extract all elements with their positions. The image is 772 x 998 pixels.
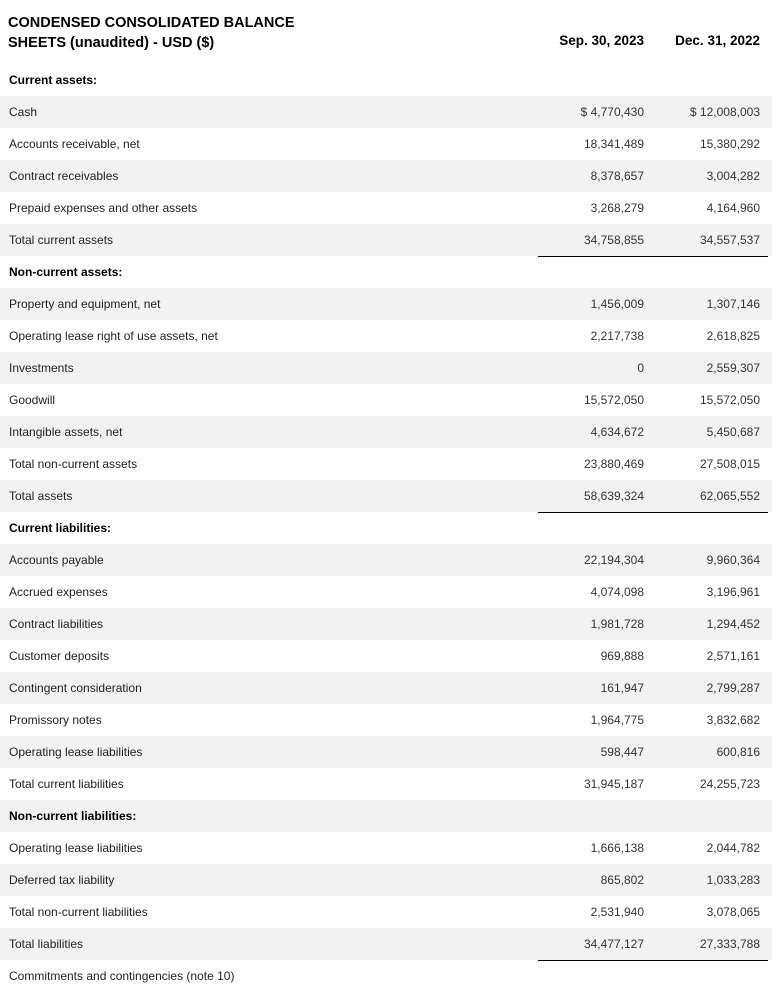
value-dec-2022: 1,294,452 [706,617,760,631]
row-label: Contract liabilities [9,617,104,631]
value-sep-2023: 58,639,324 [583,489,644,503]
table-row [0,416,772,448]
row-label: Prepaid expenses and other assets [9,201,198,215]
row-label: Total assets [9,489,73,503]
value-sep-2023: 22,194,304 [583,553,644,567]
value-dec-2022: 2,618,825 [706,329,760,343]
value-sep-2023: 2,531,940 [590,905,644,919]
table-row [0,736,772,768]
section-header-row [0,64,772,96]
value-dec-2022: 15,572,050 [699,393,760,407]
table-row [0,928,772,960]
row-label: Total current assets [9,233,114,247]
table-row [0,864,772,896]
table-row [0,544,772,576]
value-dec-2022: 1,307,146 [706,297,760,311]
row-label: Intangible assets, net [9,425,123,439]
row-label: Goodwill [9,393,56,407]
value-dec-2022: 3,832,682 [706,713,760,727]
value-sep-2023: $ 4,770,430 [580,105,644,119]
value-sep-2023: 34,477,127 [583,937,644,951]
section-header-row [0,800,772,832]
row-label: Total non-current liabilities [9,905,148,919]
value-sep-2023: 31,945,187 [583,777,644,791]
table-row [0,896,772,928]
row-label: Total non-current assets [9,457,138,471]
table-row [0,704,772,736]
row-label: Customer deposits [9,649,110,663]
value-sep-2023: 1,666,138 [590,841,644,855]
value-sep-2023: 34,758,855 [583,233,644,247]
value-sep-2023: 2,217,738 [590,329,644,343]
column-header-sep-2023: Sep. 30, 2023 [559,33,644,48]
value-sep-2023: 0 [637,361,644,375]
column-header-dec-2022: Dec. 31, 2022 [675,33,760,48]
value-dec-2022: 3,196,961 [706,585,760,599]
row-label: Operating lease liabilities [9,841,143,855]
table-row [0,480,772,512]
value-dec-2022: 2,571,161 [706,649,760,663]
row-label: Contract receivables [9,169,119,183]
value-sep-2023: 3,268,279 [590,201,644,215]
value-dec-2022: 62,065,552 [699,489,760,503]
table-row [0,224,772,256]
table-row [0,832,772,864]
section-label: Current liabilities: [9,521,112,535]
row-label: Property and equipment, net [9,297,161,311]
value-sep-2023: 23,880,469 [583,457,644,471]
section-header-row [0,512,772,544]
table-row [0,352,772,384]
row-label: Total liabilities [9,937,84,951]
row-label: Operating lease liabilities [9,745,143,759]
table-row [0,288,772,320]
value-dec-2022: 3,078,065 [706,905,760,919]
section-label: Non-current assets: [9,265,123,279]
row-label: Total current liabilities [9,777,124,791]
table-row [0,576,772,608]
value-dec-2022: 27,508,015 [699,457,760,471]
value-sep-2023: 8,378,657 [590,169,644,183]
value-sep-2023: 4,074,098 [590,585,644,599]
row-label: Contingent consideration [9,681,142,695]
table-row [0,640,772,672]
row-label: Investments [9,361,74,375]
table-row [0,96,772,128]
value-dec-2022: 4,164,960 [706,201,760,215]
value-dec-2022: 2,799,287 [706,681,760,695]
value-dec-2022: $ 12,008,003 [689,105,760,119]
table-row [0,160,772,192]
value-dec-2022: 2,044,782 [706,841,760,855]
table-row [0,608,772,640]
table-row [0,128,772,160]
value-sep-2023: 4,634,672 [590,425,644,439]
table-row [0,960,772,992]
row-label: Promissory notes [9,713,102,727]
value-sep-2023: 598,447 [600,745,644,759]
value-dec-2022: 600,816 [716,745,760,759]
value-sep-2023: 1,456,009 [590,297,644,311]
row-label: Commitments and contingencies (note 10) [9,969,235,983]
table-row [0,320,772,352]
value-dec-2022: 15,380,292 [699,137,760,151]
value-sep-2023: 15,572,050 [583,393,644,407]
value-dec-2022: 27,333,788 [699,937,760,951]
value-dec-2022: 34,557,537 [699,233,760,247]
row-label: Operating lease right of use assets, net [9,329,218,343]
section-header-row [0,256,772,288]
section-label: Current assets: [9,73,98,87]
title-line-2: SHEETS (unaudited) - USD ($) [8,35,215,51]
table-row [0,384,772,416]
value-sep-2023: 161,947 [600,681,644,695]
value-dec-2022: 24,255,723 [699,777,760,791]
table-row [0,448,772,480]
balance-sheet-table [0,64,772,992]
value-sep-2023: 865,802 [600,873,644,887]
value-sep-2023: 969,888 [600,649,644,663]
value-dec-2022: 3,004,282 [706,169,760,183]
table-row [0,768,772,800]
row-label: Accounts payable [9,553,104,567]
row-label: Accounts receivable, net [9,137,140,151]
row-label: Accrued expenses [9,585,108,599]
value-dec-2022: 9,960,364 [706,553,760,567]
row-label: Deferred tax liability [9,873,115,887]
value-dec-2022: 5,450,687 [706,425,760,439]
value-sep-2023: 1,981,728 [590,617,644,631]
value-sep-2023: 1,964,775 [590,713,644,727]
value-dec-2022: 2,559,307 [706,361,760,375]
row-label: Cash [9,105,38,119]
table-title [8,13,428,53]
table-row [0,192,772,224]
section-label: Non-current liabilities: [9,809,137,823]
value-dec-2022: 1,033,283 [706,873,760,887]
title-line-1: CONDENSED CONSOLIDATED BALANCE [8,15,295,31]
value-sep-2023: 18,341,489 [583,137,644,151]
table-row [0,672,772,704]
